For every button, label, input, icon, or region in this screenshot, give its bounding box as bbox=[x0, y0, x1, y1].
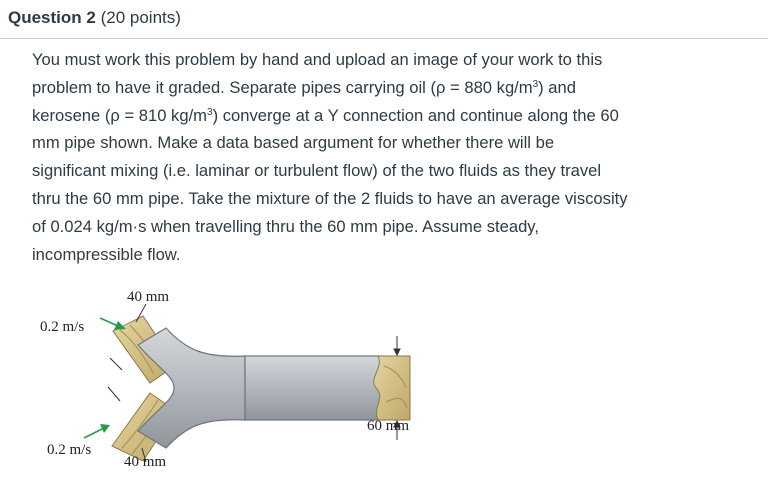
lower-dimension-tick bbox=[108, 387, 120, 401]
upper-dimension-tick bbox=[110, 358, 122, 370]
problem-statement bbox=[32, 46, 752, 268]
y-connector bbox=[138, 328, 245, 448]
problem-line-2a: problem to have it graded. Separate pipes carrying oil (ρ = 880 kg/m bbox=[32, 77, 533, 97]
outlet-diameter-label: 60 mm bbox=[367, 418, 410, 434]
bottom-diameter-label: 40 mm bbox=[124, 454, 167, 470]
superscript-3: 3 bbox=[207, 106, 213, 118]
question-points: (20 points) bbox=[100, 8, 181, 27]
problem-line-2b: ) and bbox=[538, 77, 576, 97]
problem-line-5: significant mixing (i.e. laminar or turbulent flow) of the two fluids as they travel bbox=[32, 161, 602, 181]
problem-line-7: of 0.024 kg/m·s when travelling thru the 60 mm pipe. Assume steady, bbox=[32, 216, 539, 236]
problem-line-3a: kerosene (ρ = 810 kg/m bbox=[32, 105, 208, 125]
pipe-figure bbox=[0, 270, 768, 482]
y-connection-diagram bbox=[0, 270, 768, 482]
outlet-wood-section bbox=[374, 356, 410, 420]
top-diameter-label: 40 mm bbox=[127, 289, 170, 305]
problem-line-8: incompressible flow. bbox=[32, 244, 181, 264]
superscript-3: 3 bbox=[532, 78, 539, 90]
question-title bbox=[8, 8, 181, 28]
top-velocity-arrow bbox=[100, 318, 126, 330]
bottom-velocity-label: 0.2 m/s bbox=[47, 442, 92, 458]
question-header bbox=[0, 0, 768, 39]
top-velocity-label: 0.2 m/s bbox=[40, 319, 85, 335]
problem-line-2 bbox=[32, 74, 752, 102]
question-number: Question 2 bbox=[8, 8, 96, 27]
problem-line-1: You must work this problem by hand and upload an image of your work to this bbox=[32, 50, 603, 69]
problem-line-4: mm pipe shown. Make a data based argument for whether there will be bbox=[32, 133, 555, 153]
bottom-velocity-arrow bbox=[84, 424, 110, 438]
problem-line-3b: ) converge at a Y connection and continue along the 60 bbox=[212, 105, 619, 125]
problem-line-6: thru the 60 mm pipe. Take the mixture of the 2 fluids to have an average viscosity bbox=[32, 188, 628, 208]
problem-line-3 bbox=[32, 102, 752, 130]
outlet-pipe bbox=[245, 356, 385, 420]
